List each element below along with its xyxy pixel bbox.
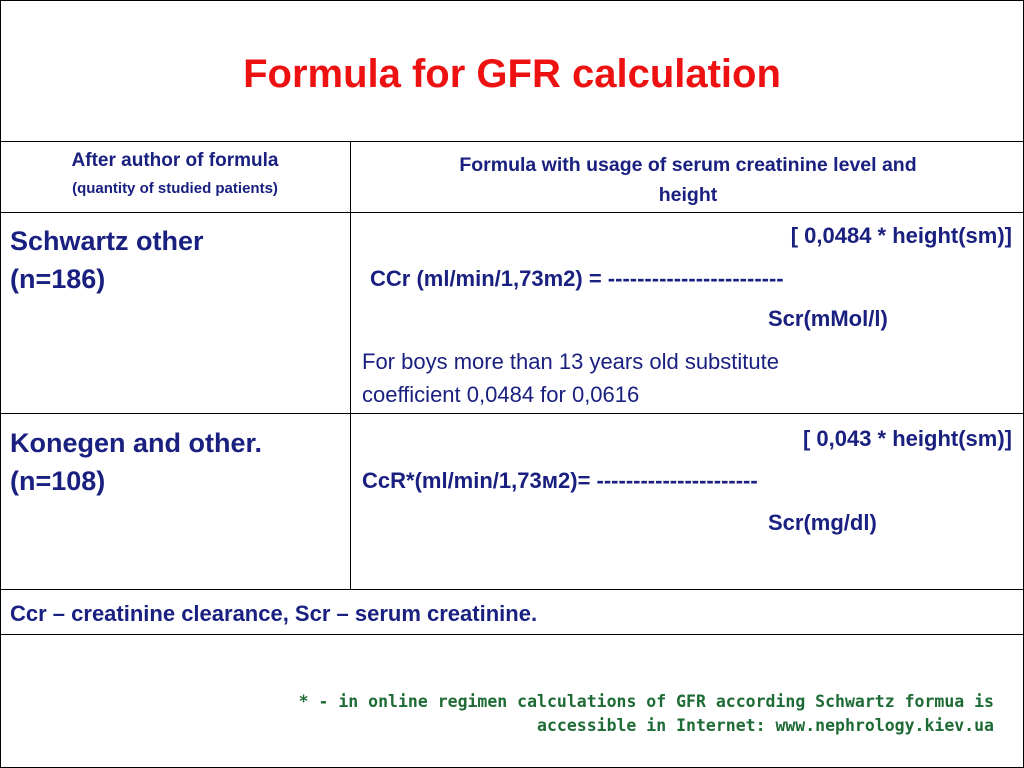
author-name: Schwartz other (10, 226, 204, 256)
header-formula-line2: height (658, 184, 718, 206)
formula-numerator: [ 0,043 * height(sm)] (802, 426, 1012, 451)
column-divider (350, 141, 351, 589)
footnote (299, 690, 994, 738)
footnote-line: * - in online regimen calculations of GFR according Schwartz formua is (298, 692, 994, 711)
formula-numerator: [ 0,0484 * height(sm)] (790, 223, 1012, 248)
row-konegen-author (10, 424, 345, 500)
formula-lhs: CCr (ml/min/1,73m2) = ------------------------ (370, 266, 784, 291)
footnote-line: accessible in Internet: www.nephrology.kiev.ua (537, 716, 994, 735)
author-name: Konegen and other. (10, 428, 263, 458)
header-author-subtitle: (quantity of studied patients) (72, 180, 278, 197)
table-divider (0, 413, 1024, 414)
patient-count: (n=186) (10, 264, 106, 294)
note-line: coefficient 0,0484 for 0,0616 (362, 382, 640, 407)
table-divider (0, 212, 1024, 213)
formula-lhs: CcR*(ml/min/1,73м2)= ---------------------- (362, 468, 758, 493)
header-formula-line1: Formula with usage of serum creatinine level and (459, 154, 917, 176)
header-formula (352, 150, 1024, 210)
title-area (0, 0, 1024, 142)
patient-count: (n=108) (10, 466, 106, 496)
definitions: Ccr – creatinine clearance, Scr – serum creatinine. (10, 601, 538, 626)
formula-denominator: Scr(mg/dl) (768, 510, 877, 535)
note-line: For boys more than 13 years old substitute (362, 349, 779, 374)
page-title: Formula for GFR calculation (243, 52, 781, 96)
table-divider (0, 589, 1024, 590)
header-author (0, 150, 350, 197)
header-author-title: After author of formula (71, 150, 279, 171)
formula-denominator: Scr(mMol/l) (768, 306, 888, 331)
row-schwartz-author (10, 222, 340, 298)
table-divider (0, 634, 1024, 635)
formula-note (362, 345, 1012, 411)
